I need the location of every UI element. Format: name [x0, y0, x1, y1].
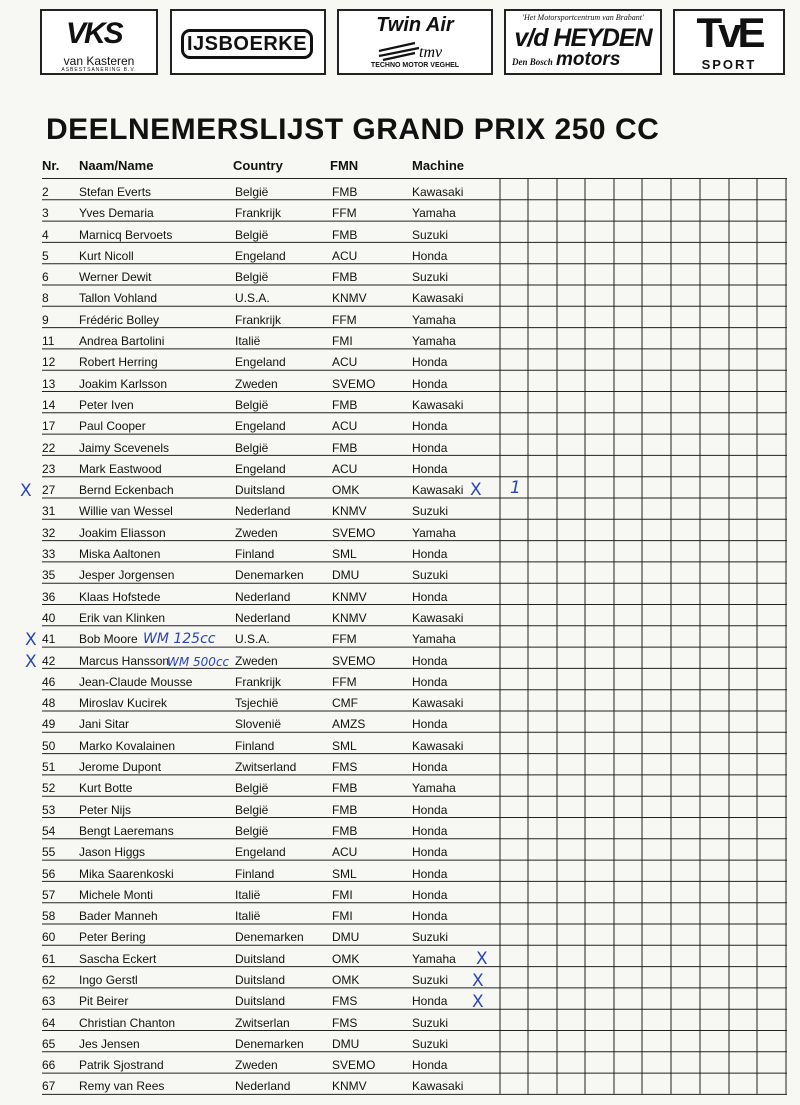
cell-machine: Kawasaki [412, 185, 464, 199]
header-machine: Machine [412, 158, 465, 173]
cell-nr: 12 [42, 355, 56, 370]
cell-fmn: SVEMO [332, 376, 376, 391]
table-row [42, 860, 787, 881]
cell-country: Denemarken [235, 1036, 304, 1051]
x-mark-63: X [472, 992, 484, 1012]
table-row [42, 178, 787, 199]
cell-name: Patrik Sjostrand [79, 1058, 164, 1073]
cell-machine: Yamaha [412, 525, 456, 540]
cell-machine: Yamaha [412, 781, 456, 796]
cell-name: Marnicq Bervoets [79, 227, 173, 242]
ijsboerke-logo: IJSBOERKE [181, 29, 313, 59]
cell-machine: Suzuki [412, 1015, 449, 1030]
cell-machine: Honda [412, 419, 448, 434]
cell-nr: 51 [42, 760, 56, 775]
sponsor-tve [673, 9, 785, 75]
cell-country: Italië [235, 334, 261, 349]
vks-logo: VKS [66, 17, 122, 50]
cell-name: Mika Saarenkoski [79, 866, 174, 881]
cell-machine: Honda [412, 355, 448, 370]
cell-fmn: DMU [332, 930, 360, 945]
cell-name: Frédéric Bolley [79, 312, 160, 327]
cell-fmn: FFM [332, 632, 357, 647]
table-row [42, 753, 787, 774]
table-row [42, 348, 787, 369]
x-mark-42: X [25, 652, 37, 672]
table-row [42, 263, 787, 284]
table-row [42, 1072, 787, 1093]
cell-nr: 40 [42, 610, 56, 625]
cell-country: België [235, 781, 269, 796]
cell-machine: Yamaha [412, 632, 456, 647]
table-row [42, 540, 787, 561]
cell-machine: Honda [412, 760, 448, 775]
cell-fmn: SVEMO [332, 1058, 376, 1073]
x-mark-61: X [476, 949, 488, 969]
cell-nr: 60 [42, 930, 56, 945]
cell-machine: Honda [412, 440, 448, 455]
cell-nr: 14 [42, 397, 56, 412]
cell-machine: Suzuki [412, 227, 449, 242]
table-row [42, 1051, 787, 1072]
cell-name: Bob Moore [79, 632, 138, 647]
table-row [42, 370, 787, 391]
cell-country: Engeland [235, 355, 286, 370]
cell-machine: Honda [412, 674, 448, 689]
heyden-motors: motors [556, 49, 621, 70]
cell-name: Yves Demaria [79, 206, 154, 221]
table-row [42, 647, 787, 668]
cell-country: Nederland [235, 1079, 291, 1094]
cell-fmn: FMB [332, 802, 358, 817]
table-row [42, 710, 787, 731]
table-row [42, 945, 787, 966]
cell-name: Erik van Klinken [79, 610, 166, 625]
tve-logo: TvE [696, 9, 762, 56]
cell-country: Nederland [235, 610, 291, 625]
cell-country: België [235, 397, 269, 412]
sponsor-heyden [504, 9, 662, 75]
cell-fmn: DMU [332, 1036, 360, 1051]
cell-fmn: FFM [332, 206, 357, 221]
cell-country: Duitsland [235, 483, 286, 498]
cell-name: Pit Beirer [79, 994, 129, 1009]
cell-fmn: FFM [332, 674, 357, 689]
header-nr: Nr. [42, 158, 60, 173]
sponsor-banner [0, 0, 800, 90]
cell-nr: 67 [42, 1079, 56, 1094]
cell-name: Peter Nijs [79, 802, 132, 817]
cell-nr: 66 [42, 1058, 56, 1073]
header-name: Naam/Name [79, 158, 154, 173]
cell-nr: 11 [42, 334, 55, 349]
cell-nr: 3 [42, 206, 49, 221]
table-row [42, 1009, 787, 1030]
cell-country: Nederland [235, 504, 291, 519]
cell-fmn: FMI [332, 909, 353, 924]
cell-nr: 41 [42, 632, 56, 647]
cell-name: Paul Cooper [79, 419, 146, 434]
cell-nr: 50 [42, 738, 56, 753]
cell-machine: Honda [412, 823, 448, 838]
cell-nr: 22 [42, 440, 56, 455]
cell-fmn: KNMV [332, 1079, 367, 1094]
heyden-logo: v/d HEYDEN [514, 24, 652, 52]
table-row [42, 284, 787, 305]
cell-country: Zwitserland [235, 760, 297, 775]
cell-fmn: FMB [332, 440, 358, 455]
cell-name: Ingo Gerstl [79, 972, 138, 987]
table-row [42, 583, 787, 604]
cell-name: Bernd Eckenbach [79, 483, 174, 498]
cell-country: Frankrijk [235, 674, 282, 689]
cell-name: Marko Kovalainen [79, 738, 176, 753]
tmv-swoosh-icon [375, 37, 455, 61]
cell-fmn: AMZS [332, 717, 366, 732]
cell-machine: Kawasaki [412, 610, 464, 625]
cell-nr: 31 [42, 504, 56, 519]
x-mark-62: X [472, 971, 484, 991]
cell-name: Peter Bering [79, 930, 146, 945]
cell-nr: 2 [42, 185, 49, 199]
table-row [42, 796, 787, 817]
cell-machine: Honda [412, 866, 448, 881]
header-fmn: FMN [330, 158, 359, 173]
cell-country: Engeland [235, 248, 286, 263]
cell-machine: Kawasaki [412, 738, 464, 753]
cell-fmn: FMB [332, 227, 358, 242]
cell-country: Zweden [235, 653, 278, 668]
cell-name: Andrea Bartolini [79, 334, 165, 349]
cell-name: Peter Iven [79, 397, 134, 412]
cell-fmn: OMK [332, 951, 360, 966]
cell-nr: 33 [42, 547, 56, 562]
cell-fmn: KNMV [332, 610, 367, 625]
cell-fmn: FMS [332, 760, 358, 775]
table-row [42, 1030, 787, 1051]
cell-country: Finland [235, 866, 275, 881]
cell-country: België [235, 440, 269, 455]
cell-machine: Suzuki [412, 568, 449, 583]
cell-fmn: KNMV [332, 291, 367, 306]
cell-nr: 65 [42, 1036, 56, 1051]
twinair-tagline: TECHNO MOTOR VEGHEL [370, 62, 460, 69]
cell-name: Michele Monti [79, 887, 154, 902]
cell-name: Jesper Jorgensen [79, 568, 175, 583]
cell-machine: Honda [412, 994, 448, 1009]
cell-name: Tallon Vohland [79, 291, 158, 306]
cell-fmn: FMB [332, 397, 358, 412]
table-row [42, 987, 787, 1008]
cell-nr: 49 [42, 717, 56, 732]
cell-nr: 57 [42, 887, 56, 902]
cell-nr: 48 [42, 696, 56, 711]
cell-nr: 46 [42, 674, 56, 689]
vks-name: van Kasteren [63, 54, 135, 68]
cell-name: Jean-Claude Mousse [79, 674, 193, 689]
cell-name: Sascha Eckert [79, 951, 157, 966]
cell-fmn: CMF [332, 696, 358, 711]
cell-machine: Honda [412, 653, 448, 668]
cell-name: Bader Manneh [79, 909, 158, 924]
cell-fmn: FMB [332, 185, 358, 199]
cell-nr: 58 [42, 909, 56, 924]
cell-country: Slovenië [235, 717, 282, 732]
cell-fmn: FMB [332, 781, 358, 796]
table-row [42, 561, 787, 582]
cell-name: Kurt Botte [79, 781, 133, 796]
cell-fmn: OMK [332, 483, 360, 498]
cell-machine: Suzuki [412, 972, 449, 987]
cell-country: Engeland [235, 461, 286, 476]
cell-name: Jason Higgs [79, 845, 146, 860]
cell-nr: 54 [42, 823, 56, 838]
table-row [42, 221, 787, 242]
cell-fmn: FMS [332, 994, 358, 1009]
cell-nr: 61 [42, 951, 56, 966]
cell-country: België [235, 185, 269, 199]
table-row [42, 881, 787, 902]
table-row [42, 497, 787, 518]
cell-nr: 6 [42, 270, 49, 285]
cell-nr: 56 [42, 866, 56, 881]
cell-machine: Yamaha [412, 206, 456, 221]
table-row [42, 434, 787, 455]
cell-fmn: KNMV [332, 589, 367, 604]
cell-country: Zweden [235, 376, 278, 391]
cell-nr: 17 [42, 419, 56, 434]
sponsor-twinair [337, 9, 493, 75]
x-mark-41: X [25, 630, 37, 650]
cell-machine: Suzuki [412, 930, 449, 945]
heyden-place: Den Bosch [512, 57, 553, 67]
cell-machine: Yamaha [412, 312, 456, 327]
cell-name: Jaimy Scevenels [79, 440, 170, 455]
cell-country: Denemarken [235, 568, 304, 583]
table-row [42, 519, 787, 540]
cell-country: Denemarken [235, 930, 304, 945]
cell-machine: Honda [412, 461, 448, 476]
cell-machine: Kawasaki [412, 291, 464, 306]
table-row [42, 774, 787, 795]
cell-machine: Kawasaki [412, 483, 464, 498]
cell-fmn: ACU [332, 461, 358, 476]
table-row [42, 391, 787, 412]
cell-name: Klaas Hofstede [79, 589, 161, 604]
table-row [42, 412, 787, 433]
cell-machine: Honda [412, 248, 448, 263]
cell-nr: 8 [42, 291, 49, 306]
cell-name: Jes Jensen [79, 1036, 140, 1051]
cell-machine: Yamaha [412, 951, 456, 966]
cell-nr: 13 [42, 376, 56, 391]
vks-subtitle: ASBESTSANERING B.V. [61, 67, 137, 73]
cell-name: Christian Chanton [79, 1015, 176, 1030]
sponsor-vks [40, 9, 158, 75]
cell-nr: 42 [42, 653, 56, 668]
cell-fmn: OMK [332, 972, 360, 987]
cell-name: Jerome Dupont [79, 760, 162, 775]
cell-name: Jani Sitar [79, 717, 130, 732]
cell-fmn: FMB [332, 270, 358, 285]
handwritten-note-41: WM 125cc [143, 631, 216, 647]
cell-country: Finland [235, 738, 275, 753]
cell-country: Zweden [235, 1058, 278, 1073]
cell-country: U.S.A. [235, 291, 270, 306]
cell-country: Engeland [235, 419, 286, 434]
cell-country: Frankrijk [235, 206, 282, 221]
cell-name: Werner Dewit [79, 270, 152, 285]
table-row [42, 327, 787, 348]
cell-nr: 36 [42, 589, 56, 604]
cell-nr: 23 [42, 461, 56, 476]
cell-fmn: DMU [332, 568, 360, 583]
cell-name: Joakim Eliasson [79, 525, 166, 540]
cell-country: Italië [235, 887, 261, 902]
cell-country: Duitsland [235, 951, 286, 966]
table-row [42, 902, 787, 923]
x-mark-27-left: X [20, 481, 32, 501]
cell-name: Bengt Laeremans [79, 823, 174, 838]
twinair-logo: Twin Air [376, 14, 454, 36]
cell-nr: 52 [42, 781, 56, 796]
table-row [42, 455, 787, 476]
table-row [42, 838, 787, 859]
cell-country: Engeland [235, 845, 286, 860]
cell-country: U.S.A. [235, 632, 270, 647]
cell-fmn: FMI [332, 887, 353, 902]
cell-country: Zwitserlan [235, 1015, 290, 1030]
cell-machine: Suzuki [412, 504, 449, 519]
cell-country: Duitsland [235, 994, 286, 1009]
handwritten-lap-27: 1 [510, 478, 521, 498]
cell-name: Robert Herring [79, 355, 158, 370]
cell-name: Stefan Everts [79, 185, 152, 199]
cell-country: België [235, 823, 269, 838]
cell-country: België [235, 802, 269, 817]
cell-machine: Honda [412, 547, 448, 562]
heyden-tagline: 'Het Motorsportcentrum van Brabant' [522, 13, 644, 22]
cell-nr: 5 [42, 248, 49, 263]
cell-nr: 63 [42, 994, 56, 1009]
cell-machine: Honda [412, 1058, 448, 1073]
cell-country: Italië [235, 909, 261, 924]
cell-machine: Yamaha [412, 334, 456, 349]
cell-nr: 27 [42, 483, 56, 498]
sponsor-ijsboerke [170, 9, 326, 75]
cell-fmn: SML [332, 738, 357, 753]
table-row [42, 476, 787, 497]
cell-name: Marcus Hansson [79, 653, 170, 668]
tmv-mark-text: tmv [419, 44, 443, 61]
cell-fmn: FMB [332, 823, 358, 838]
cell-fmn: SVEMO [332, 525, 376, 540]
cell-fmn: FMS [332, 1015, 358, 1030]
cell-fmn: FFM [332, 312, 357, 327]
cell-nr: 55 [42, 845, 56, 860]
cell-name: Remy van Rees [79, 1079, 165, 1094]
cell-machine: Honda [412, 802, 448, 817]
cell-nr: 64 [42, 1015, 56, 1030]
cell-machine: Honda [412, 376, 448, 391]
cell-fmn: FMI [332, 334, 353, 349]
table-row [42, 668, 787, 689]
cell-country: Finland [235, 547, 275, 562]
table-row [42, 966, 787, 987]
cell-fmn: KNMV [332, 504, 367, 519]
cell-fmn: ACU [332, 845, 358, 860]
cell-country: België [235, 270, 269, 285]
cell-name: Mark Eastwood [79, 461, 162, 476]
page-title: DEELNEMERSLIJST GRAND PRIX 250 CC [46, 113, 660, 146]
cell-country: Nederland [235, 589, 291, 604]
cell-fmn: ACU [332, 248, 358, 263]
cell-fmn: SML [332, 866, 357, 881]
cell-country: Duitsland [235, 972, 286, 987]
table-row [42, 306, 787, 327]
cell-machine: Honda [412, 909, 448, 924]
table-row [42, 199, 787, 220]
table-row [42, 242, 787, 263]
header-country: Country [233, 158, 283, 173]
cell-name: Willie van Wessel [79, 504, 173, 519]
cell-fmn: SML [332, 547, 357, 562]
table-row [42, 689, 787, 710]
cell-country: Zweden [235, 525, 278, 540]
cell-nr: 35 [42, 568, 56, 583]
cell-machine: Suzuki [412, 1036, 449, 1051]
cell-nr: 62 [42, 972, 56, 987]
cell-machine: Kawasaki [412, 397, 464, 412]
cell-country: Frankrijk [235, 312, 282, 327]
cell-nr: 4 [42, 227, 49, 242]
cell-machine: Honda [412, 589, 448, 604]
cell-nr: 32 [42, 525, 56, 540]
table-row [42, 923, 787, 944]
table-row [42, 817, 787, 838]
cell-fmn: ACU [332, 355, 358, 370]
cell-machine: Honda [412, 845, 448, 860]
cell-machine: Kawasaki [412, 696, 464, 711]
cell-nr: 9 [42, 312, 49, 327]
cell-fmn: SVEMO [332, 653, 376, 668]
tve-sport: SPORT [701, 57, 757, 72]
cell-machine: Kawasaki [412, 1079, 464, 1094]
cell-fmn: ACU [332, 419, 358, 434]
cell-machine: Honda [412, 887, 448, 902]
cell-country: België [235, 227, 269, 242]
table-row [42, 604, 787, 625]
x-mark-27-right: X [470, 480, 482, 500]
cell-name: Joakim Karlsson [79, 376, 168, 391]
cell-name: Miska Aaltonen [79, 547, 161, 562]
cell-name: Miroslav Kucirek [79, 696, 168, 711]
cell-machine: Honda [412, 717, 448, 732]
cell-country: Tsjechië [235, 696, 279, 711]
table-row [42, 732, 787, 753]
handwritten-note-42: WM 500cc [167, 655, 230, 669]
cell-name: Kurt Nicoll [79, 248, 134, 263]
cell-machine: Suzuki [412, 270, 449, 285]
cell-nr: 53 [42, 802, 56, 817]
